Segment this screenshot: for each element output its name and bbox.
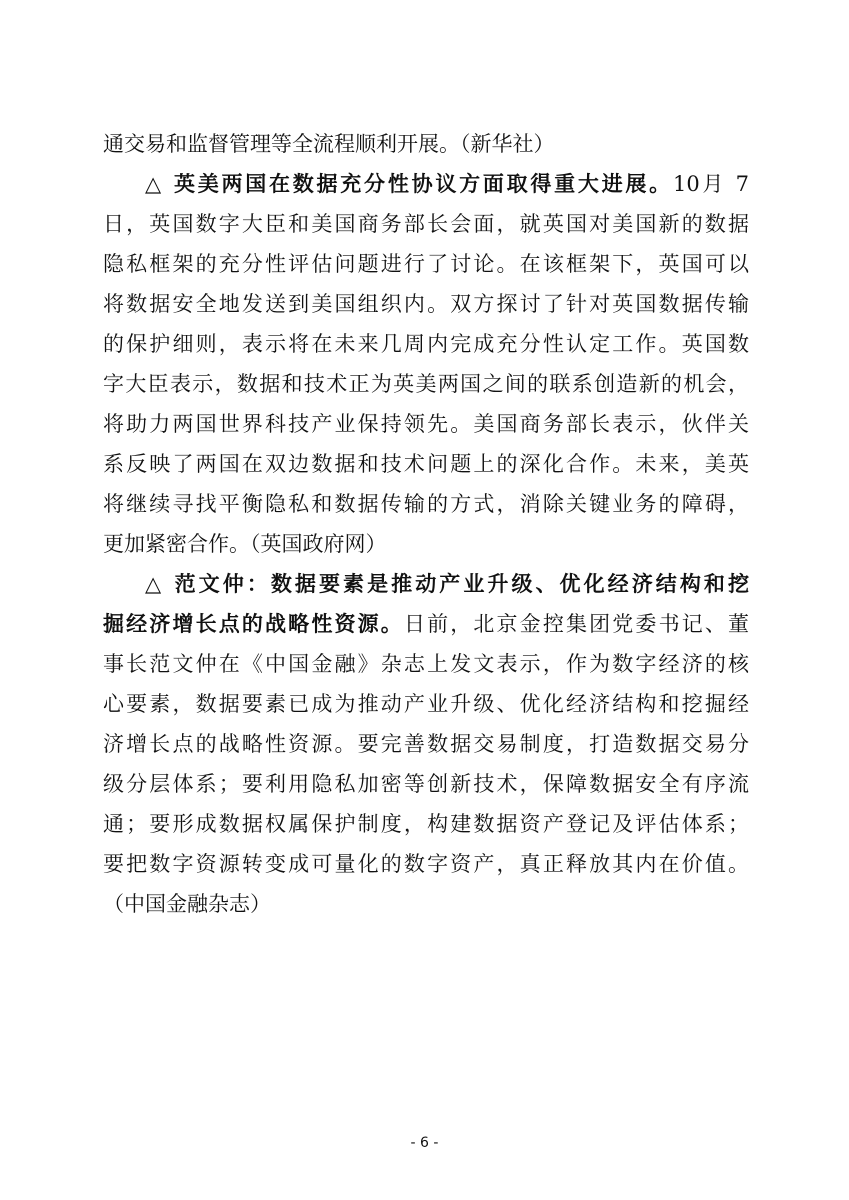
news-item-title: 掘经济增长点的战略性资源。 xyxy=(103,612,404,636)
paragraph-text: 济增长点的战略性资源。要完善数据交易制度，打造数据交易分 xyxy=(103,732,749,756)
news-item-heading xyxy=(103,604,749,644)
paragraph-text: 通交易和监督管理等全流程顺利开展。（新华社） xyxy=(103,132,555,156)
paragraph-text: 系反映了两国在双边数据和技术问题上的深化合作。未来，美英 xyxy=(103,452,749,476)
paragraph-text: 要把数字资源转变成可量化的数字资产，真正释放其内在价值。 xyxy=(103,852,749,876)
news-item-title: △ 英美两国在数据充分性协议方面取得重大进展。 xyxy=(145,172,673,196)
paragraph-text: 事长范文仲在《中国金融》杂志上发文表示，作为数字经济的核 xyxy=(103,652,749,676)
paragraph-text: 将继续寻找平衡隐私和数据传输的方式，消除关键业务的障碍， xyxy=(103,492,749,516)
paragraph-text: 10月 7 xyxy=(672,172,749,196)
paragraph-text: 隐私框架的充分性评估问题进行了讨论。在该框架下，英国可以 xyxy=(103,252,749,276)
paragraph-text: 心要素，数据要素已成为推动产业升级、优化经济结构和挖掘经 xyxy=(103,692,749,716)
paragraph-text: 日前，北京金控集团党委书记、董 xyxy=(403,612,750,636)
paragraph-text: 更加紧密合作。（英国政府网） xyxy=(103,532,387,556)
paragraph-text: 字大臣表示，数据和技术正为英美两国之间的联系创造新的机会， xyxy=(103,372,749,396)
paragraph-text: 日，英国数字大臣和美国商务部长会面，就英国对美国新的数据 xyxy=(103,212,749,236)
paragraph-text: 将助力两国世界科技产业保持领先。美国商务部长表示，伙伴关 xyxy=(103,412,749,436)
page-number: - 6 - xyxy=(410,1135,439,1151)
paragraph-text: 的保护细则，表示将在未来几周内完成充分性认定工作。英国数 xyxy=(103,332,749,356)
paragraph-text: （中国金融杂志） xyxy=(103,892,271,916)
document-body xyxy=(103,124,749,924)
paragraph-text: 级分层体系；要利用隐私加密等创新技术，保障数据安全有序流 xyxy=(103,772,749,796)
paragraph-text: 将数据安全地发送到美国组织内。双方探讨了针对英国数据传输 xyxy=(103,292,749,316)
news-item-title: △ 范文仲：数据要素是推动产业升级、优化经济结构和挖 xyxy=(145,572,749,596)
paragraph-text: 通；要形成数据权属保护制度，构建数据资产登记及评估体系； xyxy=(103,812,749,836)
news-item-heading xyxy=(103,164,749,204)
